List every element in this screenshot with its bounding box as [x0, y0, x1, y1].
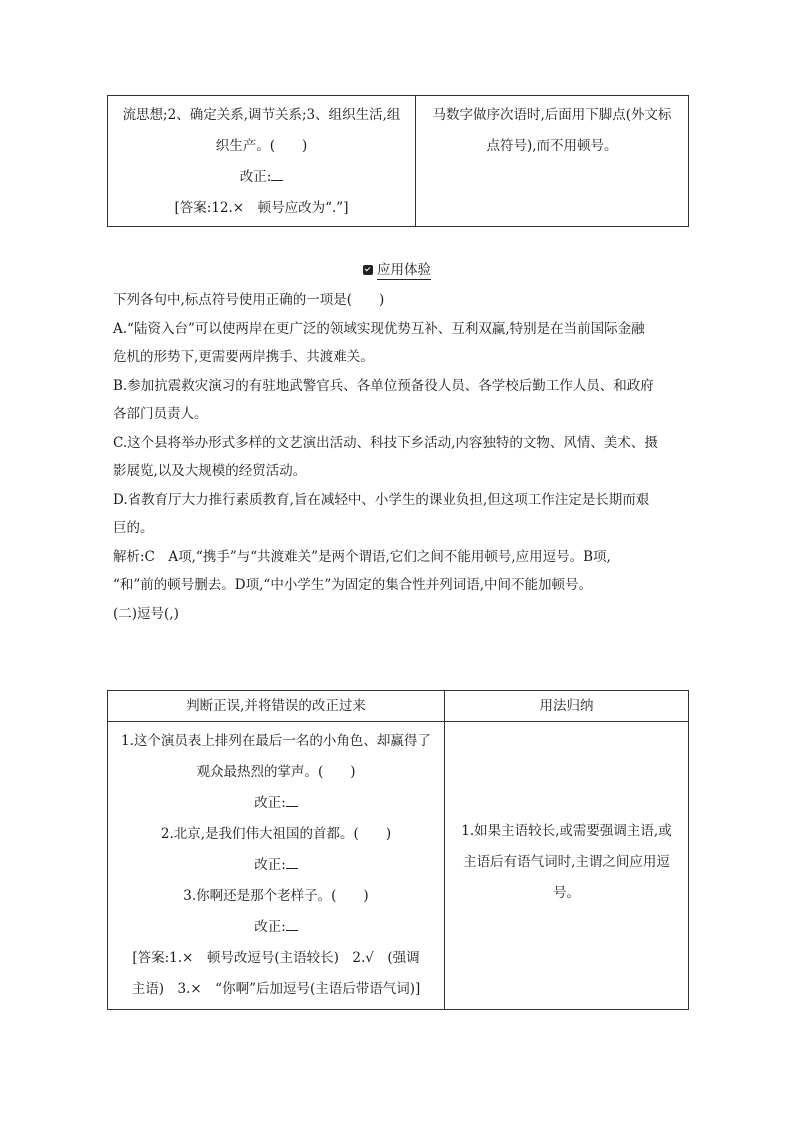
- table2-left-cell: [108, 722, 445, 1010]
- question-block: [113, 286, 688, 628]
- fix3-row: [114, 912, 438, 943]
- section-title-text: 应用体验: [377, 262, 431, 278]
- table1-left-cell: [108, 96, 416, 227]
- fix2-row: [114, 850, 438, 881]
- section-heading: [0, 258, 794, 278]
- table1-right-line1: 马数字做序次语时,后面用下脚点(外文标: [432, 107, 672, 123]
- option-c-line2: 影展览,以及大规模的经贸活动。: [113, 463, 307, 479]
- analysis-line2: “和”前的顿号删去。D项,“中小学生”为固定的集合性并列词语,中间不能加顿号。: [113, 577, 593, 593]
- table1-fix-label: 改正:: [239, 169, 272, 185]
- option-b-line1: B.参加抗震救灾演习的有驻地武警官兵、各单位预备役人员、各学校后勤工作人员、和政府: [113, 377, 654, 394]
- usage-line2: 主语后有语气词时,主谓之间应用逗: [463, 854, 670, 870]
- table2-header-right: 用法归纳: [445, 691, 689, 722]
- table1-left-line1: 流思想;2、确定关系,调节关系;3、组织生活,组: [122, 107, 401, 123]
- usage-line3: 号。: [553, 885, 580, 901]
- item2-line: 2.北京,是我们伟大祖国的首都。( ): [160, 826, 392, 842]
- option-a-line2: 危机的形势下,更需要两岸携手、共渡难关。: [113, 349, 374, 365]
- subheading-comma: (二)逗号(,): [113, 605, 179, 622]
- option-d-line2: 巨的。: [113, 520, 154, 536]
- fix3-label: 改正:: [254, 919, 286, 935]
- fix1-label: 改正:: [254, 795, 286, 811]
- question-stem: 下列各句中,标点符号使用正确的一项是( ): [113, 292, 385, 308]
- answer-blank[interactable]: [271, 165, 283, 181]
- answer-line2: 主语) 3.× “你啊”后加逗号(主语后带语气词)]: [131, 981, 421, 997]
- answer-blank[interactable]: [286, 915, 298, 931]
- fix2-label: 改正:: [254, 857, 286, 873]
- table1-left-line2: 织生产。( ): [215, 138, 308, 154]
- usage-line1: 1.如果主语较长,或需要强调主语,或: [461, 823, 672, 839]
- item3-line: 3.你啊还是那个老样子。( ): [183, 888, 369, 904]
- table2-right-cell: [445, 722, 689, 1010]
- item1-line2: 观众最热烈的掌声。( ): [196, 764, 356, 780]
- item1-line1: 1.这个演员表上排列在最后一名的小角色、却赢得了: [121, 733, 431, 749]
- table1-answer: [答案:12.× 顿号应改为“.”]: [174, 200, 349, 216]
- option-b-line2: 各部门员责人。: [113, 406, 208, 422]
- table1-right-cell: [416, 96, 689, 227]
- answer-blank[interactable]: [286, 853, 298, 869]
- answer-line1: [答案:1.× 顿号改逗号(主语较长) 2.√ (强调: [132, 950, 420, 966]
- checkbox-icon: [363, 265, 373, 275]
- option-c-line1: C.这个县将举办形式多样的文艺演出活动、科技下乡活动,内容独特的文物、风情、美术、摄: [113, 434, 658, 451]
- table1-right-line2: 点符号),而不用顿号。: [486, 138, 618, 154]
- option-a-line1: A.“陆资入台”可以使两岸在更广泛的领域实现优势互补、互利双赢,特别是在当前国际金融: [113, 320, 645, 337]
- rules-table-continued: [107, 95, 689, 227]
- comma-rules-table: [107, 690, 689, 1010]
- table1-fix-row: [112, 162, 411, 193]
- table2-header-left: 判断正误,并将错误的改正过来: [108, 691, 445, 722]
- fix1-row: [114, 788, 438, 819]
- analysis-line1: 解析:C A项,“携手”与“共渡难关”是两个谓语,它们之间不能用顿号,应用逗号。B项,: [113, 548, 611, 565]
- answer-blank[interactable]: [286, 791, 298, 807]
- option-d-line1: D.省教育厅大力推行素质教育,旨在减轻中、小学生的课业负担,但这项工作注定是长期而艰: [113, 491, 650, 508]
